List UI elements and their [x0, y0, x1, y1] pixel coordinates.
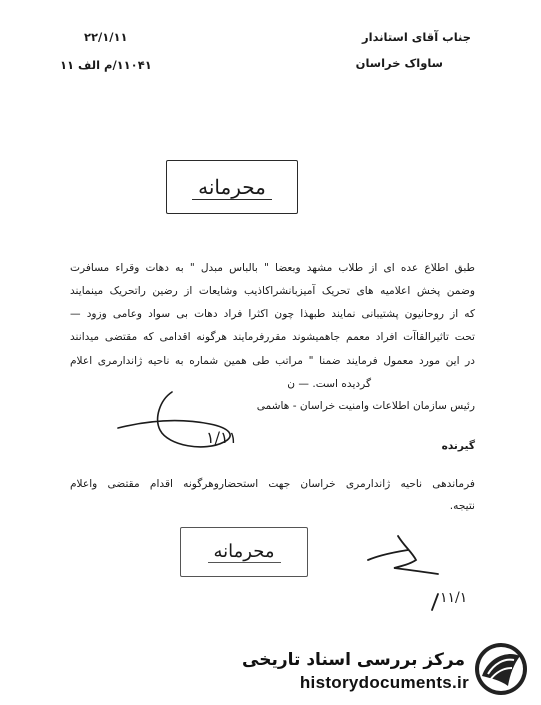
footer-site-url: historydocuments.ir — [299, 673, 469, 692]
recipients-line-1: فرماندهی ناحیه ژاندارمری خراسان جهت استحضاروهرگونه اقدام مقتضی واعلام — [70, 478, 475, 490]
bottom-mark — [432, 594, 438, 610]
archive-logo-icon — [470, 640, 532, 698]
body-line-4: تحت تاثیرالقاآت افراد معمم جاهمیشوند مقررفرمایند هرگونه اقدامی که مقتضی میدانند — [70, 331, 475, 343]
footer-site-name: مرکز بررسی اسناد تاریخی — [242, 650, 465, 670]
bottom-signature — [368, 536, 438, 574]
body-line-1: طبق اطلاع عده ای از طلاب مشهد وبعضا " بالباس مبدل " به دهات وقراء مسافرت — [70, 262, 475, 274]
body-line-5: در این مورد معمول فرمایند ضمنا " مراتب طی همین شماره به ناحیه ژاندارمری اعلام — [70, 355, 475, 367]
recipients-line-2: نتیجه. — [449, 500, 475, 512]
handwritten-note-bottom: ۱۱/۱ — [440, 590, 468, 606]
body-line-2: وضمن پخش اعلامیه های تحریک آمیزبانشراکاذیب وشایعات از رضین راتحریک مینمایند — [70, 285, 475, 297]
recipient-organization: ساواک خراسان — [355, 56, 443, 70]
signatory-title: رئیس سازمان اطلاعات وامنیت خراسان - هاشمی — [256, 400, 475, 412]
recipient-title: جناب آقای استاندار — [362, 30, 471, 44]
handwritten-date: ۱/۱۱ — [206, 428, 238, 447]
body-line-3: که از روحانیون پشتیبانی نمایند طبهذا چون اکثرا فراد دهات بی سواد وعامی وزود — — [70, 308, 475, 320]
document-number: ۱۱۰۴۱/م الف ۱۱ — [60, 58, 152, 72]
document-date: ۲۲/۱/۱۱ — [84, 30, 128, 44]
body-line-6: گردیده است. — ن — [287, 378, 371, 390]
confidential-stamp-bottom — [180, 527, 308, 577]
confidential-stamp-top-text: محرمانه — [192, 175, 272, 200]
confidential-stamp-bottom-text: محرمانه — [208, 541, 281, 563]
confidential-stamp-top — [166, 160, 298, 214]
recipients-label: گیرنده — [441, 440, 475, 452]
